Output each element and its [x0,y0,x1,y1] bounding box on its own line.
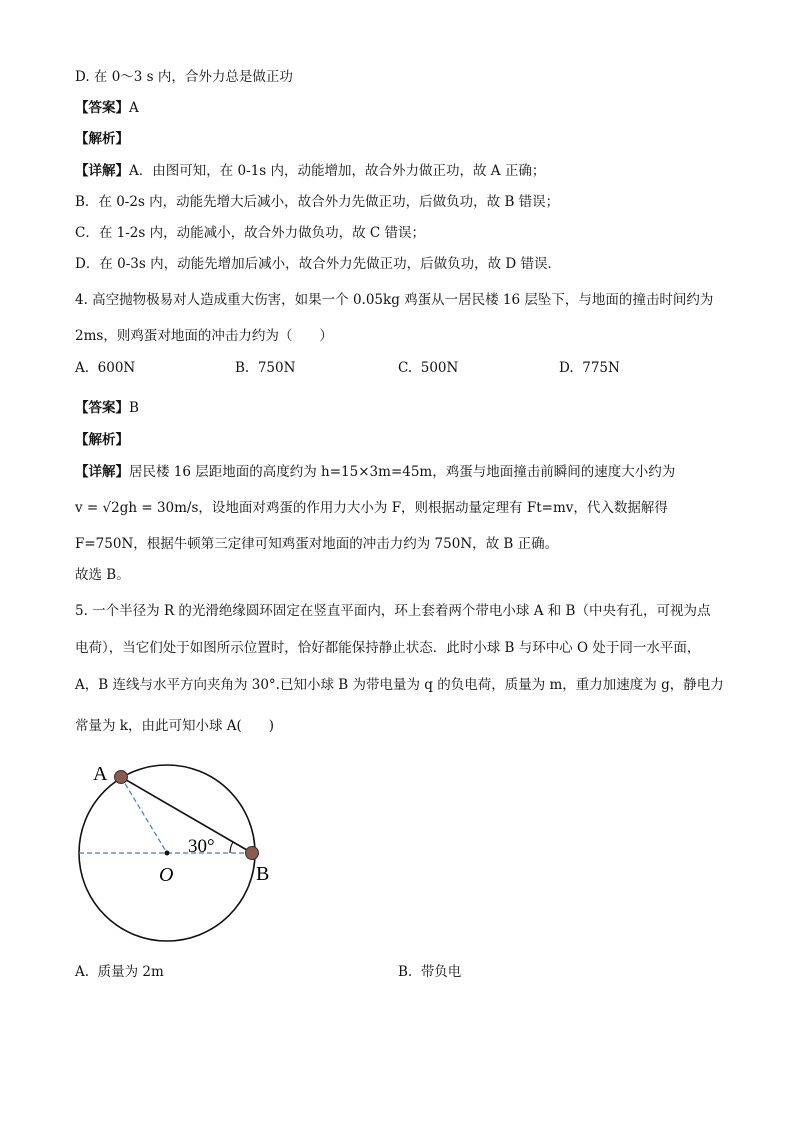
detail-label: 【详解】 [75,163,129,179]
q3-detail-d: D．在 0-3s 内，动能先增加后减小，故合外力先做正功，后做负功，故 D 错误． [75,256,561,272]
option-label: B. [398,964,413,980]
option-text: 600N [97,360,136,376]
q5-figure [75,755,305,955]
answer-label: 【答案】 [75,100,129,116]
ball-a [115,771,128,784]
q3-detail-b: B．在 0-2s 内，动能先增大后减小，故合外力先做正功，后做负功，故 B 错误； [75,194,560,210]
q5-stem-line4: 常量为 k，由此可知小球 A( ) [75,718,275,734]
q5-option-b [398,963,461,981]
q5-stem-line1: 5. 一个半径为 R 的光滑绝缘圆环固定在竖直平面内，环上套着两个带电小球 A 和 B（中央有孔，可视为点 [75,603,711,619]
option-text: 质量为 2m [97,964,164,980]
q3-option-d: D. 在 0～3 s 内，合外力总是做正功 [75,69,293,85]
q4-option-c [398,359,458,377]
label-o: O [159,864,174,886]
option-label: A. [75,360,90,376]
detail-label: 【详解】 [75,464,129,480]
option-label: A. [75,964,90,980]
q4-option-d [559,359,620,377]
detail-text: A．由图可知，在 0-1s 内，动能增加，故合外力做正功，故 A 正确； [129,163,546,179]
q4-stem-line2: 2ms，则鸡蛋对地面的冲击力约为（ ） [75,328,333,344]
q4-option-a [75,359,135,377]
ball-b [246,847,259,860]
angle-arc [230,842,233,853]
q3-detail-c: C．在 1-2s 内，动能减小，故合外力做负功，故 C 错误； [75,225,425,241]
option-label: D. [559,360,574,376]
option-label: B. [235,360,250,376]
q4-detail-line1 [75,463,675,481]
q4-detail-line2: v = √2gh = 30m/s，设地面对鸡蛋的作用力大小为 F，则根据动量定理有 Ft=mv，代入数据解得 [75,500,668,516]
q5-option-a [75,963,164,981]
label-a: A [93,763,108,785]
detail-text: 居民楼 16 层距地面的高度约为 h=15×3m=45m，鸡蛋与地面撞击前瞬间的速度大小约为 [129,464,676,480]
q4-stem-line1: 4. 高空抛物极易对人造成重大伤害，如果一个 0.05kg 鸡蛋从一居民楼 16 层坠下，与地面的撞击时间约为 [75,292,714,308]
option-label: C. [398,360,413,376]
q4-conclusion: 故选 B。 [75,567,130,583]
radius-dashed-line [121,777,167,853]
option-text: 500N [420,360,459,376]
label-b: B [256,863,270,885]
q3-analysis-label: 【解析】 [75,131,129,147]
answer-label: 【答案】 [75,400,129,416]
q4-option-b [235,359,295,377]
q4-analysis-label: 【解析】 [75,432,129,448]
q4-detail-line3: F=750N，根据牛顿第三定律可知鸡蛋对地面的冲击力约为 750N，故 B 正确。 [75,536,559,552]
answer-value: A [129,100,139,116]
answer-value: B [129,400,139,416]
angle-label: 30° [188,836,215,857]
q5-stem-line3: A，B 连线与水平方向夹角为 30°.已知小球 B 为带电量为 q 的负电荷，质量为 m，重力加速度为 g，静电力 [75,677,724,693]
option-text: 带负电 [420,964,462,980]
q5-stem-line2: 电荷），当它们处于如图所示位置时，恰好都能保持静止状态．此时小球 B 与环中心 O 处于同一水平面， [75,640,701,656]
q4-answer [75,399,139,417]
option-text: 750N [257,360,296,376]
option-text: 775N [582,360,620,376]
center-dot [165,851,170,856]
q3-answer [75,99,139,117]
q3-detail-a [75,162,545,180]
ab-line [121,777,252,853]
